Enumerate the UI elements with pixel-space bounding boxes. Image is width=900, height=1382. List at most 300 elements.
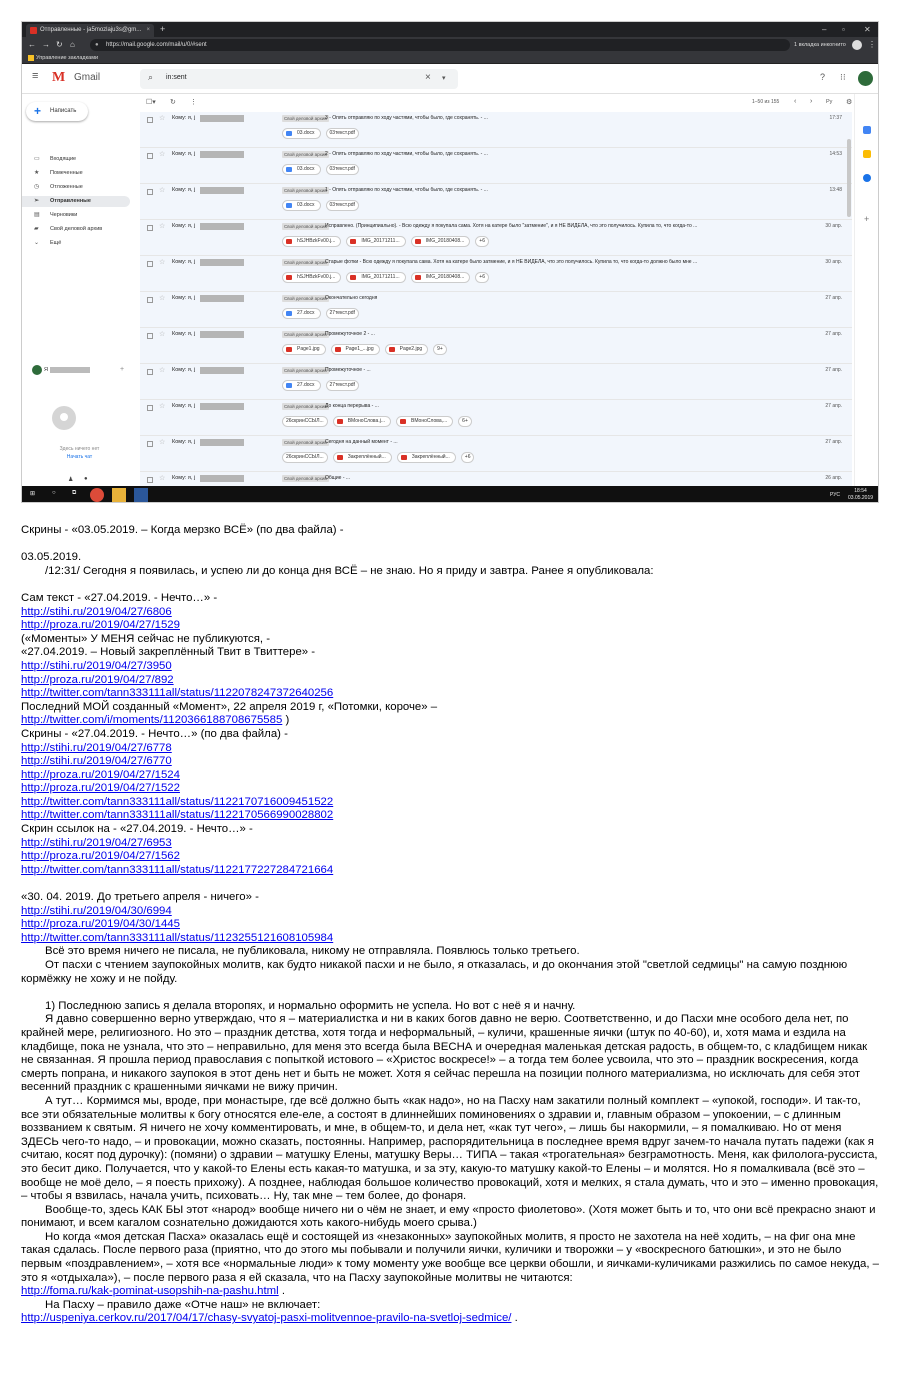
file-icon (350, 239, 356, 244)
sidebar-item-label: Помеченные (50, 170, 83, 176)
link-proza-1529[interactable]: http://proza.ru/2019/04/27/1529 (21, 619, 180, 632)
url-text: https://mail.google.com/mail/u/0/#sent (106, 42, 207, 48)
calendar-icon[interactable] (863, 126, 871, 134)
gmail-wordmark: Gmail (74, 72, 101, 83)
account-avatar[interactable] (858, 71, 873, 86)
attachment-chip[interactable] (282, 452, 328, 463)
moment-close-paren: ) (282, 714, 290, 727)
close-tab-icon[interactable]: × (146, 27, 150, 33)
attachment-name: 03.docx (297, 130, 315, 136)
sidebar-item-starred[interactable] (22, 168, 130, 179)
file-icon (286, 383, 292, 388)
star-icon[interactable]: ☆ (159, 151, 166, 158)
file-icon (286, 347, 292, 352)
row-checkbox[interactable] (147, 333, 153, 339)
attachment-chip[interactable] (282, 308, 321, 319)
gmail-logo-icon[interactable]: M (52, 70, 66, 85)
mail-date: 14:53 (829, 151, 842, 157)
maximize-icon[interactable]: ▫ (842, 25, 845, 34)
attachments (282, 380, 364, 392)
screen-links-line: Скрин ссылок на - «27.04.2019. - Нечто…» - (21, 823, 253, 836)
label-badge[interactable]: Свой деловой архив (284, 296, 327, 301)
add-contact-icon[interactable]: + (120, 366, 125, 373)
attachment-chip[interactable] (346, 272, 405, 283)
file-explorer-icon[interactable] (112, 488, 126, 502)
task-view-icon[interactable]: ⧉ (72, 490, 77, 496)
inbox-icon: ▭ (34, 156, 40, 162)
add-addon-icon[interactable]: + (864, 214, 870, 224)
attachment-chip[interactable] (475, 236, 489, 247)
attachment-name: 27.docx (297, 310, 315, 316)
redacted-recipient (200, 331, 244, 338)
file-icon (286, 131, 292, 136)
attachments (282, 416, 477, 428)
hangouts-chat-icon[interactable]: ● (84, 476, 88, 482)
file-icon (286, 167, 292, 172)
star-icon[interactable]: ☆ (159, 259, 166, 266)
label-badge[interactable]: Свой деловой архив (284, 368, 327, 373)
label-badge[interactable]: Свой деловой архив (284, 152, 327, 157)
next-page-icon[interactable]: › (810, 98, 813, 105)
label-badge[interactable]: Свой деловой архив (284, 116, 327, 121)
contacts-icon[interactable]: ♟ (68, 477, 74, 483)
attachment-name: IMG_20180408... (425, 274, 465, 280)
link-twitter-pinned[interactable]: http://twitter.com/tann333111all/status/1122078247372640256 (21, 687, 334, 700)
link-twitter-screen-2[interactable]: http://twitter.com/tann333111all/status/1122170566990028802 (21, 809, 334, 822)
attachment-name: +6 (464, 454, 471, 460)
attachment-chip[interactable] (282, 164, 321, 175)
sidebar-item-sent[interactable] (22, 196, 130, 207)
intro-paragraph: /12:31/ Сегодня я появилась, и успею ли до конца дня ВСЁ – не знаю. Но я приду и завтра. Ранее я опубликовала: (45, 564, 654, 577)
attachment-chip[interactable] (282, 272, 341, 283)
mail-subject: Исправлено. (Принципиально). - Всю одежду я покупала сама. Хотя на катере было "затмение", и я НЕ ВИДЕЛА, что это получилось. Купила то, что когда-то ... (325, 223, 698, 229)
label-badge[interactable]: Свой деловой архив (284, 440, 327, 445)
recipient: Кому: я, j (172, 475, 196, 481)
compose-plus-icon: + (34, 104, 42, 118)
browser-tab[interactable] (26, 24, 154, 37)
keep-icon[interactable] (863, 150, 871, 158)
mail-subject: До конца перерыва - ... (325, 403, 379, 409)
uspeniya-tail: . (511, 1312, 518, 1325)
mail-subject: 2 - Опять отправляю по ходу частями, чтобы было, где сохранять. - ... (325, 151, 488, 157)
prev-page-icon[interactable]: ‹ (794, 98, 797, 105)
file-icon (389, 347, 395, 352)
mail-date: 13:48 (829, 187, 842, 193)
label-badge[interactable]: Свой деловой архив (284, 260, 327, 265)
user-name: Я (44, 367, 48, 373)
attachment-name: ВМоноСлова.j... (347, 418, 385, 424)
label-badge[interactable]: Свой деловой архив (284, 332, 327, 337)
star-icon[interactable]: ☆ (159, 367, 166, 374)
label-badge[interactable]: Свой деловой архив (284, 188, 327, 193)
more-actions-icon[interactable]: ⋮ (190, 99, 197, 106)
minimize-icon[interactable]: – (822, 25, 827, 34)
lock-icon: ● (95, 42, 99, 48)
paragraph-6: На Пасху – правило даже «Отче наш» не включает: (45, 1298, 321, 1311)
attachment-name: 6+ (462, 418, 468, 424)
attachment-chip[interactable] (282, 416, 328, 427)
gmail-header (22, 64, 879, 94)
star-icon[interactable]: ☆ (159, 223, 166, 230)
attachment-name: 27.docx (297, 382, 315, 388)
system-clock[interactable] (848, 488, 873, 502)
redacted-recipient (200, 223, 244, 230)
settings-gear-icon[interactable]: ⚙ (846, 99, 853, 106)
attachment-chip[interactable] (411, 272, 471, 283)
attachment-name: ВМоноСлова,... (410, 418, 448, 424)
label-badge[interactable]: Свой деловой архив (284, 224, 327, 229)
window-close-icon[interactable]: ✕ (864, 25, 871, 34)
compose-button[interactable] (26, 102, 88, 121)
attachment-name: IMG_20171211... (361, 274, 400, 280)
attachment-name: hSJHBzkFv00.j... (297, 238, 336, 244)
refresh-icon[interactable]: ↻ (170, 99, 176, 106)
row-checkbox[interactable] (147, 189, 153, 195)
attachments (282, 452, 479, 464)
mail-row[interactable] (140, 256, 852, 292)
star-icon[interactable]: ☆ (159, 403, 166, 410)
link-stihi-3950[interactable]: http://stihi.ru/2019/04/27/3950 (21, 659, 172, 672)
sidebar-item-more[interactable] (22, 238, 130, 249)
windows-taskbar (22, 486, 879, 503)
star-icon[interactable]: ☆ (159, 115, 166, 122)
file-icon (286, 311, 292, 316)
bookmarks-bar (22, 53, 879, 64)
sidebar-item-label: Входящие (50, 156, 77, 162)
attachment-name: 26скринССЫЛ... (286, 454, 324, 460)
clock-icon: ◷ (34, 184, 40, 190)
mail-search[interactable] (140, 69, 458, 89)
recipient: Кому: я, j (172, 259, 196, 265)
attachment-chip[interactable] (411, 236, 471, 247)
mail-row[interactable] (140, 328, 852, 364)
star-icon[interactable]: ☆ (159, 475, 166, 482)
link-uspeniya[interactable]: http://uspeniya.cerkov.ru/2017/04/17/chasy-svyatoj-pasxi-molitvennoe-pravilo-na-svetloj-sedmice/ (21, 1312, 512, 1325)
star-icon: ★ (34, 170, 40, 176)
browser-titlebar (22, 22, 879, 37)
attachment-chip[interactable] (396, 416, 453, 427)
file-icon (337, 419, 343, 424)
link-proza-892[interactable]: http://proza.ru/2019/04/27/892 (21, 673, 174, 686)
label-icon: ▰ (34, 226, 39, 232)
mail-subject: 1 - Опять отправляю по ходу частями, чтобы было, где сохранять. - ... (325, 187, 488, 193)
attachment-name: hSJHBzkFv00.j... (297, 274, 336, 280)
sidebar-item-label: Свой деловой архив (50, 226, 103, 232)
moments-note: («Моменты» У МЕНЯ сейчас не публикуются, - (21, 632, 271, 645)
recipient: Кому: я, j (172, 187, 196, 193)
redacted-recipient (200, 295, 244, 302)
tab-title: Отправленные - ja5mozlaju3s@gm... (40, 27, 142, 33)
pagination-text: 1–50 из 155 (752, 99, 780, 105)
address-bar-row (22, 37, 879, 53)
mail-row[interactable] (140, 220, 852, 256)
label-badge[interactable]: Свой деловой архив (284, 476, 327, 481)
sidebar-item-label: Отложенные (50, 184, 83, 190)
attachment-chip[interactable] (397, 452, 456, 463)
link-proza-1445[interactable]: http://proza.ru/2019/04/30/1445 (21, 918, 180, 931)
search-icon[interactable]: ⌕ (148, 72, 154, 82)
compose-label: Написать (50, 108, 77, 114)
recipient: Кому: я, j (172, 331, 196, 337)
help-icon[interactable]: ? (820, 72, 826, 82)
link-stihi-6770[interactable]: http://stihi.ru/2019/04/27/6770 (21, 755, 172, 768)
sidebar-item-label: Черновики (50, 212, 78, 218)
sidebar-item-archive[interactable] (22, 224, 130, 235)
row-checkbox[interactable] (147, 441, 153, 447)
attachment-name: +6 (479, 274, 485, 280)
link-proza-1562[interactable]: http://proza.ru/2019/04/27/1562 (21, 850, 180, 863)
sidebar-item-inbox[interactable] (22, 154, 130, 165)
forward-icon[interactable]: → (42, 40, 50, 49)
attachment-name: +6 (479, 238, 485, 244)
mail-row[interactable] (140, 292, 852, 328)
row-checkbox[interactable] (147, 405, 153, 411)
sidebar-item-drafts[interactable] (22, 210, 130, 221)
attachments (282, 308, 364, 320)
mail-row[interactable] (140, 148, 852, 184)
mail-subject: Окончательно сегодня (325, 295, 378, 301)
row-checkbox[interactable] (147, 477, 153, 483)
browser-menu-icon[interactable]: ⋮ (868, 40, 876, 49)
april30-line: «30. 04. 2019. До третьего апреля - ничего» - (21, 891, 259, 904)
document-body (21, 524, 881, 1326)
attachment-chip[interactable] (326, 308, 359, 319)
attachments (282, 200, 364, 212)
link-twitter-moment[interactable]: http://twitter.com/i/moments/1120366188708675585 (21, 714, 283, 727)
sidebar-item-snoozed[interactable] (22, 182, 130, 193)
paragraph-4: Вообще-то, здесь КАК БЫ этот «народ» вообще ничего ни о чём не знает, и ему «просто фиолетово». (Хотя может быть и то, что они всё прекрасно знают и понимают, и всем кагалом сознательно дожидаются хоть какого-нибудь моего срыва.) (21, 1203, 876, 1230)
redacted-recipient (200, 259, 244, 266)
incognito-icon[interactable] (852, 40, 862, 50)
row-checkbox[interactable] (147, 153, 153, 159)
file-icon (286, 203, 292, 208)
file-icon (415, 239, 421, 244)
attachment-chip[interactable] (461, 452, 475, 463)
mail-row[interactable] (140, 364, 852, 400)
attachment-chip[interactable] (282, 344, 326, 355)
attachment-chip[interactable] (475, 272, 489, 283)
recipient: Кому: я, j (172, 151, 196, 157)
mail-subject: Промежуточное - ... (325, 367, 371, 373)
draft-icon: ▤ (34, 212, 40, 218)
row-checkbox[interactable] (147, 369, 153, 375)
last-moment-line: Последний МОЙ созданный «Момент», 22 апреля 2019 г, «Потомки, короче» – (21, 700, 438, 713)
recipient: Кому: я, j (172, 367, 196, 373)
attachment-chip[interactable] (346, 236, 405, 247)
list-toolbar (140, 94, 854, 112)
mail-date: 27 апр. (825, 403, 842, 409)
mail-subject: Сегодня на данный момент - ... (325, 439, 398, 445)
gmail-screenshot (21, 21, 879, 503)
attachments (282, 344, 452, 356)
attachment-chip[interactable] (326, 200, 359, 211)
file-icon (337, 455, 343, 460)
attachments (282, 128, 364, 140)
clock-time: 18:54 (854, 488, 867, 494)
windows-start-icon[interactable]: ⊞ (30, 491, 36, 497)
link-foma[interactable]: http://foma.ru/kak-pominat-usopshih-na-pashu.html (21, 1285, 279, 1298)
word-icon[interactable] (134, 488, 148, 502)
search-input[interactable]: in:sent (166, 74, 187, 81)
link-stihi-6953[interactable]: http://stihi.ru/2019/04/27/6953 (21, 836, 172, 849)
attachment-chip[interactable] (326, 128, 359, 139)
attachments (282, 164, 364, 176)
mail-date: 17:37 (829, 115, 842, 121)
attachment-name: 26скринССЫЛ... (286, 418, 324, 424)
back-icon[interactable]: ← (28, 40, 36, 49)
recipient: Кому: я, j (172, 223, 196, 229)
attachment-name: 03текст.pdf (329, 130, 355, 136)
clear-search-icon[interactable]: × (425, 72, 431, 83)
new-tab-icon[interactable]: + (160, 24, 166, 34)
no-chats-text: Здесь ничего нет (59, 446, 100, 452)
attachment-chip[interactable] (385, 344, 429, 355)
file-icon (350, 275, 356, 280)
attachment-name: IMG_20171211... (361, 238, 400, 244)
link-twitter-april30[interactable]: http://twitter.com/tann333111all/status/1123255121608105984 (21, 931, 334, 944)
send-icon: ➢ (34, 198, 40, 204)
search-options-icon[interactable]: ▾ (442, 75, 446, 82)
attachments (282, 272, 494, 284)
link-twitter-links[interactable]: http://twitter.com/tann333111all/status/1122177227284721664 (21, 863, 334, 876)
attachment-chip[interactable] (331, 344, 380, 355)
file-icon (400, 419, 406, 424)
own-text-line: Сам текст - «27.04.2019. - Нечто…» - (21, 591, 218, 604)
link-proza-1522[interactable]: http://proza.ru/2019/04/27/1522 (21, 782, 180, 795)
star-icon[interactable]: ☆ (159, 295, 166, 302)
attachment-chip[interactable] (282, 236, 341, 247)
star-icon[interactable]: ☆ (159, 187, 166, 194)
screens-line: Скрины - «27.04.2019. - Нечто…» (по два файла) - (21, 727, 288, 740)
tasks-icon[interactable] (863, 174, 871, 182)
mail-date: 27 апр. (825, 367, 842, 373)
attachment-chip[interactable] (458, 416, 472, 427)
user-avatar (32, 365, 42, 375)
chevron-down-icon: ⌄ (34, 240, 40, 246)
apps-grid-icon[interactable]: ⁝⁝ (840, 72, 846, 82)
incognito-label: 1 вкладка инкогнито (794, 42, 846, 48)
attachment-chip[interactable] (282, 128, 321, 139)
attachment-name: 03.docx (297, 202, 315, 208)
main-menu-icon[interactable]: ≡ (32, 70, 39, 82)
attachment-chip[interactable] (282, 380, 321, 391)
recipient: Кому: я, j (172, 115, 196, 121)
star-icon[interactable]: ☆ (159, 439, 166, 446)
input-language[interactable]: Ру (826, 99, 833, 105)
star-icon[interactable]: ☆ (159, 331, 166, 338)
bookmark-item[interactable]: Управление закладками (28, 54, 98, 63)
mail-row[interactable] (140, 184, 852, 220)
file-icon (401, 455, 407, 460)
attachment-name: Page1_...jpg (345, 346, 374, 352)
list-scrollbar[interactable] (847, 139, 851, 217)
mail-date: 27 апр. (825, 331, 842, 337)
paragraph-5: Но когда «моя детская Пасха» оказалась ещё и состоящей из «незаконных» заупокойных молитв, я просто не захотела на неё ходить, – на фиг она мне такая сдалась. После первого раза (приятно, что до этого мы побывали и получили яички, куличики и творожки – у «воскресного батюшки», и это не было первым «поздравлением», – хотя все «нормальные люди» к тому моменту уже вообще все церкви обошли, и яичками-куличиками разжились по самое некуда, – это я «отдыхала»), – после первого раза я ей сказала, что на Пасху заупокойные молитвы не читаются: (21, 1230, 880, 1284)
gmail-sidebar (22, 94, 137, 486)
attachment-chip[interactable] (433, 344, 447, 355)
paragraph-2: Я давно совершенно верно утверждаю, что я – материалистка и ни в каких богов давно не верю. Соответственно, и до Пасхи мне особого дела нет, по крайней мере, религиозного. Но это – праздник детства, хотя тогда и неформальный, – куличи, крашенные яички (штук по 40-60), и, хотя мама и ездила на кладбище, пока не узнала, что это – неправильно, для меня это всегда была ВЕСНА и очередная маленькая детская радость, в общем-то, с кладбищем никак не связанная. Я прошла период православия с попыткой истового – «Христос воскресе!» – а тогда тем более усвоила, что это – праздник воскресения, когда смерть попрана, и никакого заупокоя в этот день нет и быть не может. Хотя я сейчас перешла на позиции полного материализма, но исключать для себя этот весенний праздник с крашенными яичками не вижу причин. (21, 1013, 868, 1094)
mail-subject: 3 - Опять отправляю по ходу частями, чтобы было, где сохранять. - ... (325, 115, 488, 121)
redacted-recipient (200, 367, 244, 374)
start-chat-link[interactable]: Начать чат (66, 454, 93, 460)
row-checkbox[interactable] (147, 225, 153, 231)
attachment-name: IMG_20180408... (425, 238, 465, 244)
attachment-chip[interactable] (333, 452, 392, 463)
recipient: Кому: я, j (172, 295, 196, 301)
row-checkbox[interactable] (147, 117, 153, 123)
attachment-chip[interactable] (326, 164, 359, 175)
home-icon[interactable]: ⌂ (70, 40, 75, 49)
hangouts-icon (52, 406, 76, 430)
attachment-chip[interactable] (282, 200, 321, 211)
attachment-name: Page1.jpg (297, 346, 320, 352)
link-twitter-screen-1[interactable]: http://twitter.com/tann333111all/status/1122170716009451522 (21, 795, 334, 808)
hangouts-user[interactable] (32, 364, 127, 376)
attachment-name: Закреплённый... (411, 454, 450, 460)
row-checkbox[interactable] (147, 261, 153, 267)
mail-row[interactable] (140, 400, 852, 436)
link-proza-1524[interactable]: http://proza.ru/2019/04/27/1524 (21, 768, 180, 781)
search-icon[interactable]: ○ (52, 490, 56, 496)
mail-row[interactable] (140, 112, 852, 148)
clock-date: 03.05.2019 (848, 495, 874, 501)
paragraph-3: А тут… Кормимся мы, вроде, при монастыре, где всё должно быть «как надо», но на Пасху нам закатили полный комплект – «упокой, господи». И так-то, все эти обязательные молитвы к богу относятся еле-еле, а состоят в длиннейших поминовениях о здравии и, главным образом – упокоении, – с длинным воззванием к святым. Я ничего не хочу комментировать, и мне, в общем-то, и дела нет, «как тут чего», – лишь бы накормили, – я помалкиваю. Но от меня ЗДЕСЬ чего-то надо, – и провокации, можно сказать, постоянны. Например, распорядительница в последнее время вдруг зачем-то начала путать падежи (как я считаю, косят под дурочку): (помяни) о здравии – матушку Елены, матушку Веры… ТИПА – такая «трогательная» безграмотность. Меня, как филолога-руссиста, это бесит дико. Получается, что у какой-то Елены есть какая-то матушка, и за эту, какую-то матушку какой-то Елены – и молятся. Но я помалкивала (всё это – вообще не моё дело, – я поесть прихожу). А позднее, наблюдая большое количество провокаций, хотя и мелких, я стала думать, что и это – именно провокация, – чтобы я взвилась, начала учить, психовать… Ну, так мне – тем более, до фонаря. (21, 1094, 879, 1203)
attachment-chip[interactable] (333, 416, 391, 427)
chrome-icon[interactable] (90, 488, 104, 502)
pinned-tweet-line: «27.04.2019. – Новый закреплённый Твит в Твиттере» - (21, 646, 316, 659)
attachment-name: Page2.jpg (399, 346, 423, 352)
file-icon (286, 239, 292, 244)
mail-date: 27 апр. (825, 295, 842, 301)
url-field[interactable] (90, 39, 790, 51)
link-stihi-6806[interactable]: http://stihi.ru/2019/04/27/6806 (21, 605, 172, 618)
sidebar-item-label: Отправленные (50, 198, 91, 204)
attachment-name: 27текст.pdf (329, 382, 355, 388)
date-line: 03.05.2019. (21, 551, 82, 564)
recipient: Кому: я, j (172, 403, 196, 409)
link-stihi-6778[interactable]: http://stihi.ru/2019/04/27/6778 (21, 741, 172, 754)
mail-subject: Общие - ... (325, 475, 351, 481)
attachment-name: Закреплённый... (347, 454, 386, 460)
attachment-name: 03текст.pdf (329, 166, 355, 172)
attachment-name: 9+ (437, 346, 443, 352)
select-all-checkbox[interactable]: ☐▾ (146, 99, 156, 106)
reload-icon[interactable]: ↻ (56, 40, 63, 49)
mail-subject: Старые фотки - Всю одежду я покупала сама. Хотя на катере было затмение, и я НЕ ВИДЕЛА, что это получилось. Купила то, что когда-то должно было мне ... (325, 259, 698, 265)
row-checkbox[interactable] (147, 297, 153, 303)
mail-date: 30 апр. (825, 223, 842, 229)
redacted-recipient (200, 475, 244, 482)
recipient: Кому: я, j (172, 439, 196, 445)
file-icon (286, 275, 292, 280)
gmail-favicon-icon (30, 27, 37, 34)
link-stihi-6994[interactable]: http://stihi.ru/2019/04/30/6994 (21, 904, 172, 917)
paragraph-all-this-time: Всё это время ничего не писала, не публиковала, никому не отправляла. Появлюсь только третьего. (45, 945, 580, 958)
attachment-chip[interactable] (326, 380, 359, 391)
keyboard-language[interactable]: РУС (830, 492, 841, 498)
mail-row[interactable] (140, 436, 852, 472)
redacted-recipient (200, 187, 244, 194)
file-icon (335, 347, 341, 352)
side-panel (854, 94, 879, 486)
paragraph-1: 1) Последнюю запись я делала второпях, и нормально оформить не успела. Но вот с неё я и начну. (45, 999, 576, 1012)
redacted-recipient (200, 151, 244, 158)
attachment-name: 03текст.pdf (329, 202, 355, 208)
screens-caption: Скрины - «03.05.2019. – Когда мерзко ВСЁ» (по два файла) - (21, 524, 344, 536)
sidebar-item-label: Ещё (50, 240, 62, 246)
label-badge[interactable]: Свой деловой архив (284, 404, 327, 409)
file-icon (415, 275, 421, 280)
